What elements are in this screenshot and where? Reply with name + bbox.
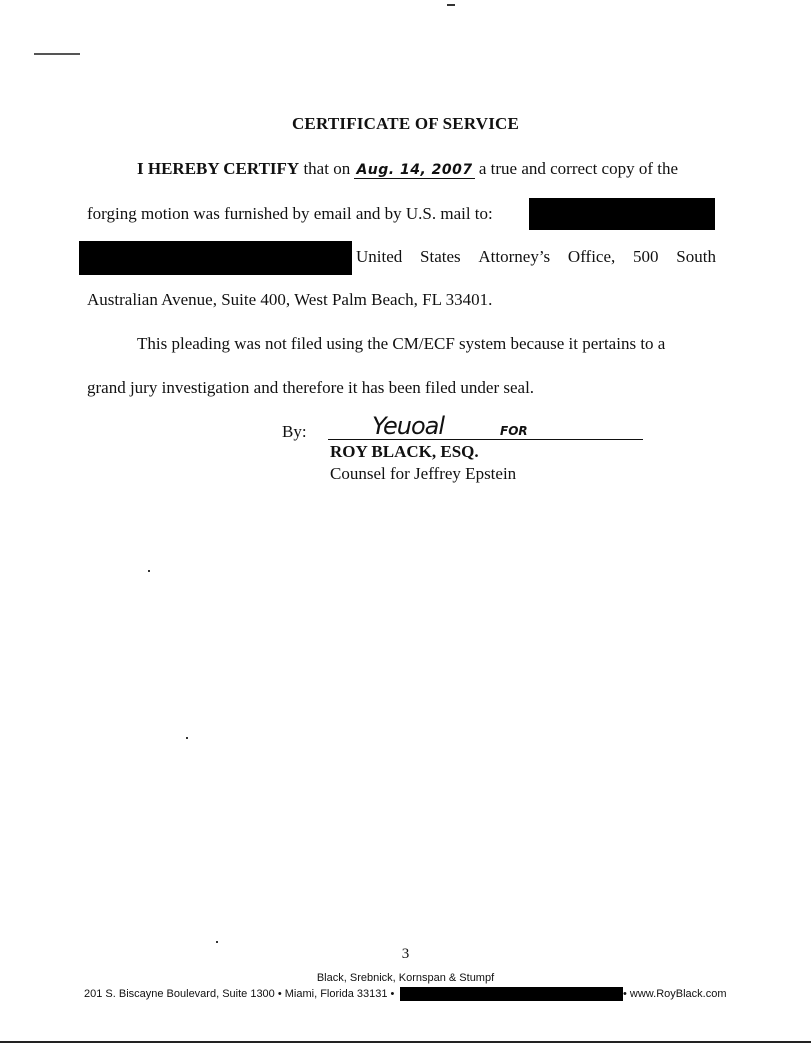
- line3-word: States: [420, 247, 461, 266]
- pleading-line-1: This pleading was not filed using the CM/ECF system because it pertains to a: [137, 334, 666, 353]
- page-number: 3: [401, 946, 410, 962]
- line3-word: South: [676, 247, 716, 266]
- certify-after-date: a true and correct copy of the: [474, 159, 679, 178]
- scan-edge-line: [0, 1041, 811, 1043]
- redaction-block: [529, 198, 715, 230]
- certify-line-2: forging motion was furnished by email and by U.S. mail to:: [87, 204, 493, 223]
- certify-line-3: [356, 247, 716, 267]
- line3-word: Office,: [567, 247, 616, 266]
- handwritten-signature: Yeuoal: [372, 412, 445, 440]
- redaction-block: [400, 987, 623, 1001]
- certify-before-date: that on: [299, 159, 355, 178]
- by-label: By:: [282, 422, 307, 441]
- signer-name: ROY BLACK, ESQ.: [330, 442, 479, 461]
- signature-line: [328, 439, 643, 440]
- line3-word: United: [356, 247, 403, 266]
- scan-mark: [148, 570, 150, 572]
- scan-mark: [34, 53, 80, 55]
- certify-line-1: [137, 159, 678, 179]
- redaction-block: [79, 241, 352, 275]
- footer-address: 201 S. Biscayne Boulevard, Suite 1300 • Miami, Florida 33131 •: [84, 988, 395, 1000]
- line3-word: Attorney’s: [478, 247, 551, 266]
- footer-firm: Black, Srebnick, Kornspan & Stumpf: [316, 972, 495, 984]
- handwritten-for: FOR: [500, 424, 528, 438]
- footer-website: • www.RoyBlack.com: [623, 988, 727, 1000]
- certify-lead: I HEREBY CERTIFY: [137, 159, 300, 178]
- scan-mark: [186, 737, 188, 739]
- line3-word: 500: [633, 247, 659, 266]
- certify-line-4: Australian Avenue, Suite 400, West Palm Beach, FL 33401.: [87, 290, 493, 309]
- signer-role: Counsel for Jeffrey Epstein: [330, 464, 517, 483]
- page-title: CERTIFICATE OF SERVICE: [291, 114, 520, 133]
- scan-mark: [216, 941, 218, 943]
- pleading-line-2: grand jury investigation and therefore it has been filed under seal.: [87, 378, 535, 397]
- handwritten-date: Aug. 14, 2007: [356, 162, 473, 178]
- scan-mark: [447, 4, 455, 6]
